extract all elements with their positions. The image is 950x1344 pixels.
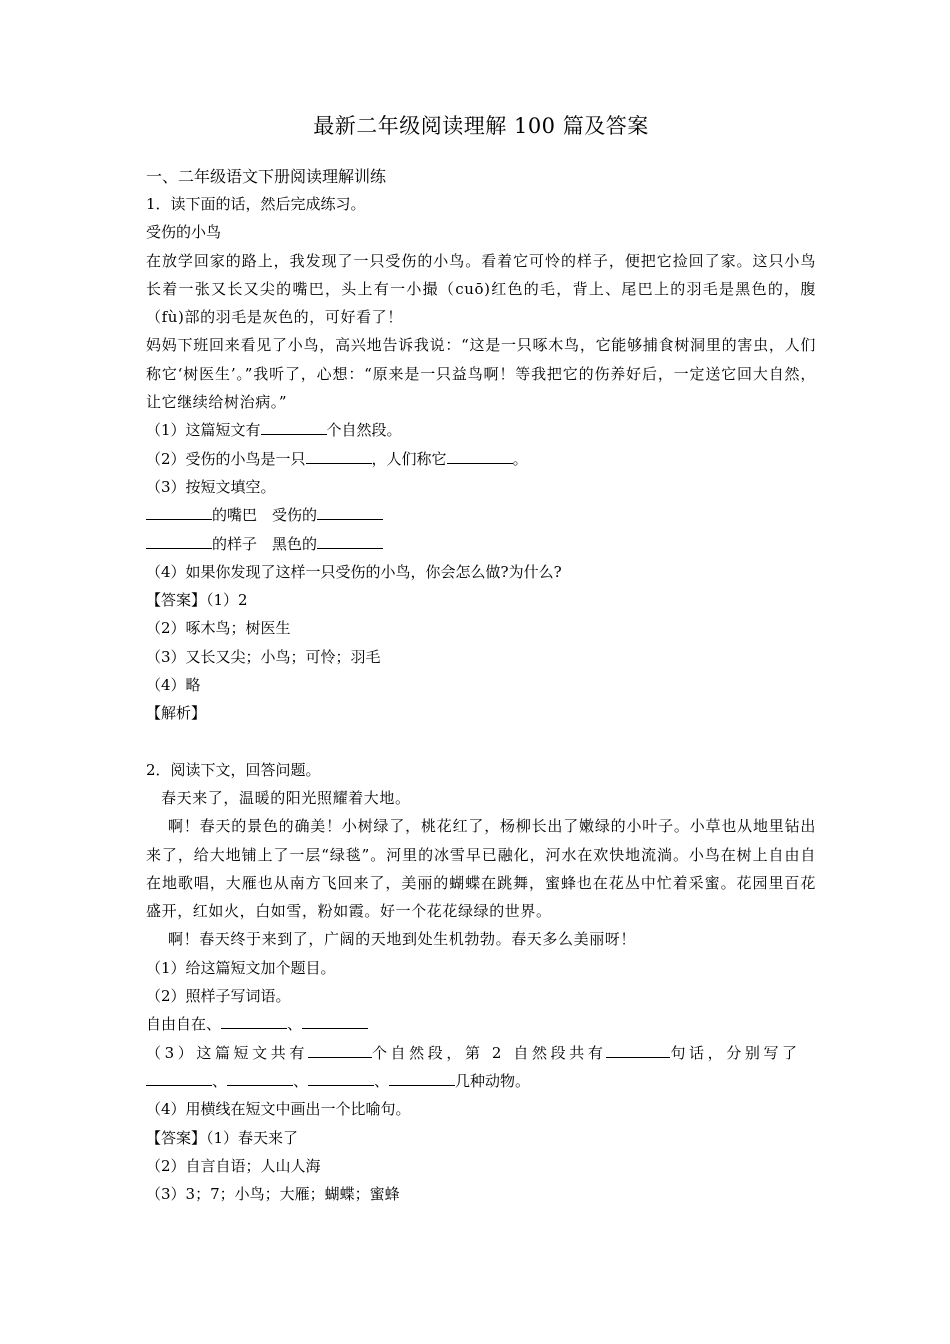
- q2-sub3-mid: 个自然段，第 2 自然段共有: [371, 1043, 607, 1062]
- q2-paragraph-2: 啊！春天的景色的确美！小树绿了，桃花红了，杨柳长出了嫩绿的小叶子。小草也从地里钻出来了，给大地铺上了一层“绿毯”。河里的冰雪早已融化，河水在欢快地流淌。小鸟在树上自由自在地歌唱，大雁也从南方飞回来了，美丽的蝴蝶在跳舞，蜜蜂也在花丛中忙着采蜜。花园里百花盛开，红如火，白如雪，粉如霞。好一个花花绿绿的世界。: [146, 817, 816, 921]
- q2-sub3-cont: [146, 1067, 816, 1095]
- q2-sub3-tail: 几种动物。: [455, 1071, 531, 1090]
- document-title: 最新二年级阅读理解 100 篇及答案: [313, 114, 649, 138]
- q2-answer-3: （3）3；7；小鸟；大雁；蝴蝶；蜜蜂: [146, 1185, 400, 1204]
- separator: 、: [212, 1071, 228, 1090]
- q2-answer: 【答案】（1）春天来了: [146, 1128, 299, 1147]
- q1-fill-row-2: [146, 530, 816, 558]
- q2-paragraph-1: 春天来了，温暖的阳光照耀着大地。: [161, 788, 411, 807]
- q2-word-example: 自由自在、: [146, 1015, 222, 1034]
- q1-answer: 【答案】（1）2: [146, 591, 248, 610]
- q2-sub3-mid2: 句话，分别写了: [670, 1043, 801, 1062]
- separator: 、: [287, 1015, 303, 1034]
- answer-blank: [606, 1042, 670, 1058]
- q1-paragraph-2: 妈妈下班回来看见了小鸟，高兴地告诉我说：“这是一只啄木鸟，它能够捕食树洞里的害虫，人们称它‘树医生’。”我听了，心想：“原来是一只益鸟啊！等我把它的伤养好后，一定送它回大自然，让它继续给树治病。”: [146, 336, 816, 412]
- q1-fill-row-2-text: 的样子 黑色的: [212, 534, 318, 553]
- answer-blank: [306, 448, 372, 464]
- q1-instruction: 1．读下面的话，然后完成练习。: [146, 195, 366, 213]
- answer-blank: [302, 1013, 368, 1029]
- q1-paragraph-1: 在放学回家的路上，我发现了一只受伤的小鸟。看着它可怜的样子，便把它捡回了家。这只小鸟长着一张又长又尖的嘴巴，头上有一小撮（cuō)红色的毛，背上、尾巴上的羽毛是黑色的，腹（fù)部的羽毛是灰色的，可好看了！: [146, 251, 816, 327]
- answer-blank: [227, 1070, 293, 1086]
- q1-sub1-text: （1）这篇短文有: [146, 421, 261, 440]
- q1-sub2-text: （2）受伤的小鸟是一只: [146, 449, 306, 468]
- document-page: [146, 108, 816, 1208]
- answer-blank: [146, 1070, 212, 1086]
- answer-blank: [389, 1070, 455, 1086]
- answer-blank: [221, 1013, 287, 1029]
- separator: 、: [374, 1071, 390, 1090]
- q1-story-title: 受伤的小鸟: [146, 223, 222, 242]
- q1-sub2-mid: ，人们称它: [371, 449, 447, 468]
- q1-sub4: （4）如果你发现了这样一只受伤的小鸟，你会怎么做?为什么?: [146, 562, 562, 581]
- q1-sub1: [146, 416, 816, 444]
- spacer: [146, 728, 816, 756]
- q1-sub2-tail: 。: [512, 449, 528, 468]
- answer-blank: [308, 1042, 372, 1058]
- q1-sub1-tail: 个自然段。: [326, 421, 402, 440]
- answer-blank: [261, 419, 327, 435]
- answer-blank: [447, 448, 513, 464]
- q2-sub3-text: （3）这篇短文共有: [146, 1043, 308, 1062]
- section-heading: 一、二年级语文下册阅读理解训练: [146, 167, 387, 186]
- q2-paragraph-3: 啊！春天终于来到了，广阔的天地到处生机勃勃。春天多么美丽呀！: [168, 930, 637, 949]
- answer-blank: [317, 533, 383, 549]
- q2-sub3: [146, 1039, 816, 1067]
- q1-answer-2: （2）啄木鸟；树医生: [146, 619, 291, 638]
- q1-answer-3: （3）又长又尖；小鸟；可怜；羽毛: [146, 647, 381, 666]
- answer-blank: [308, 1070, 374, 1086]
- q1-answer-4: （4）略: [146, 676, 201, 695]
- q1-fill-row-1: [146, 501, 816, 529]
- q1-sub2: [146, 445, 816, 473]
- q2-sub1: （1）给这篇短文加个题目。: [146, 958, 336, 977]
- q1-analysis: 【解析】: [146, 704, 207, 723]
- q2-answer-2: （2）自言自语；人山人海: [146, 1156, 321, 1175]
- q2-sub2: （2）照样子写词语。: [146, 987, 291, 1006]
- answer-blank: [146, 504, 212, 520]
- answer-blank: [146, 533, 212, 549]
- q2-word-row: [146, 1010, 816, 1038]
- q1-fill-row-1-text: 的嘴巴 受伤的: [212, 506, 318, 525]
- separator: 、: [293, 1071, 309, 1090]
- q1-sub3: （3）按短文填空。: [146, 477, 276, 496]
- q2-sub4: （4）用横线在短文中画出一个比喻句。: [146, 1100, 411, 1119]
- q2-instruction: 2．阅读下文，回答问题。: [146, 760, 321, 779]
- answer-blank: [317, 504, 383, 520]
